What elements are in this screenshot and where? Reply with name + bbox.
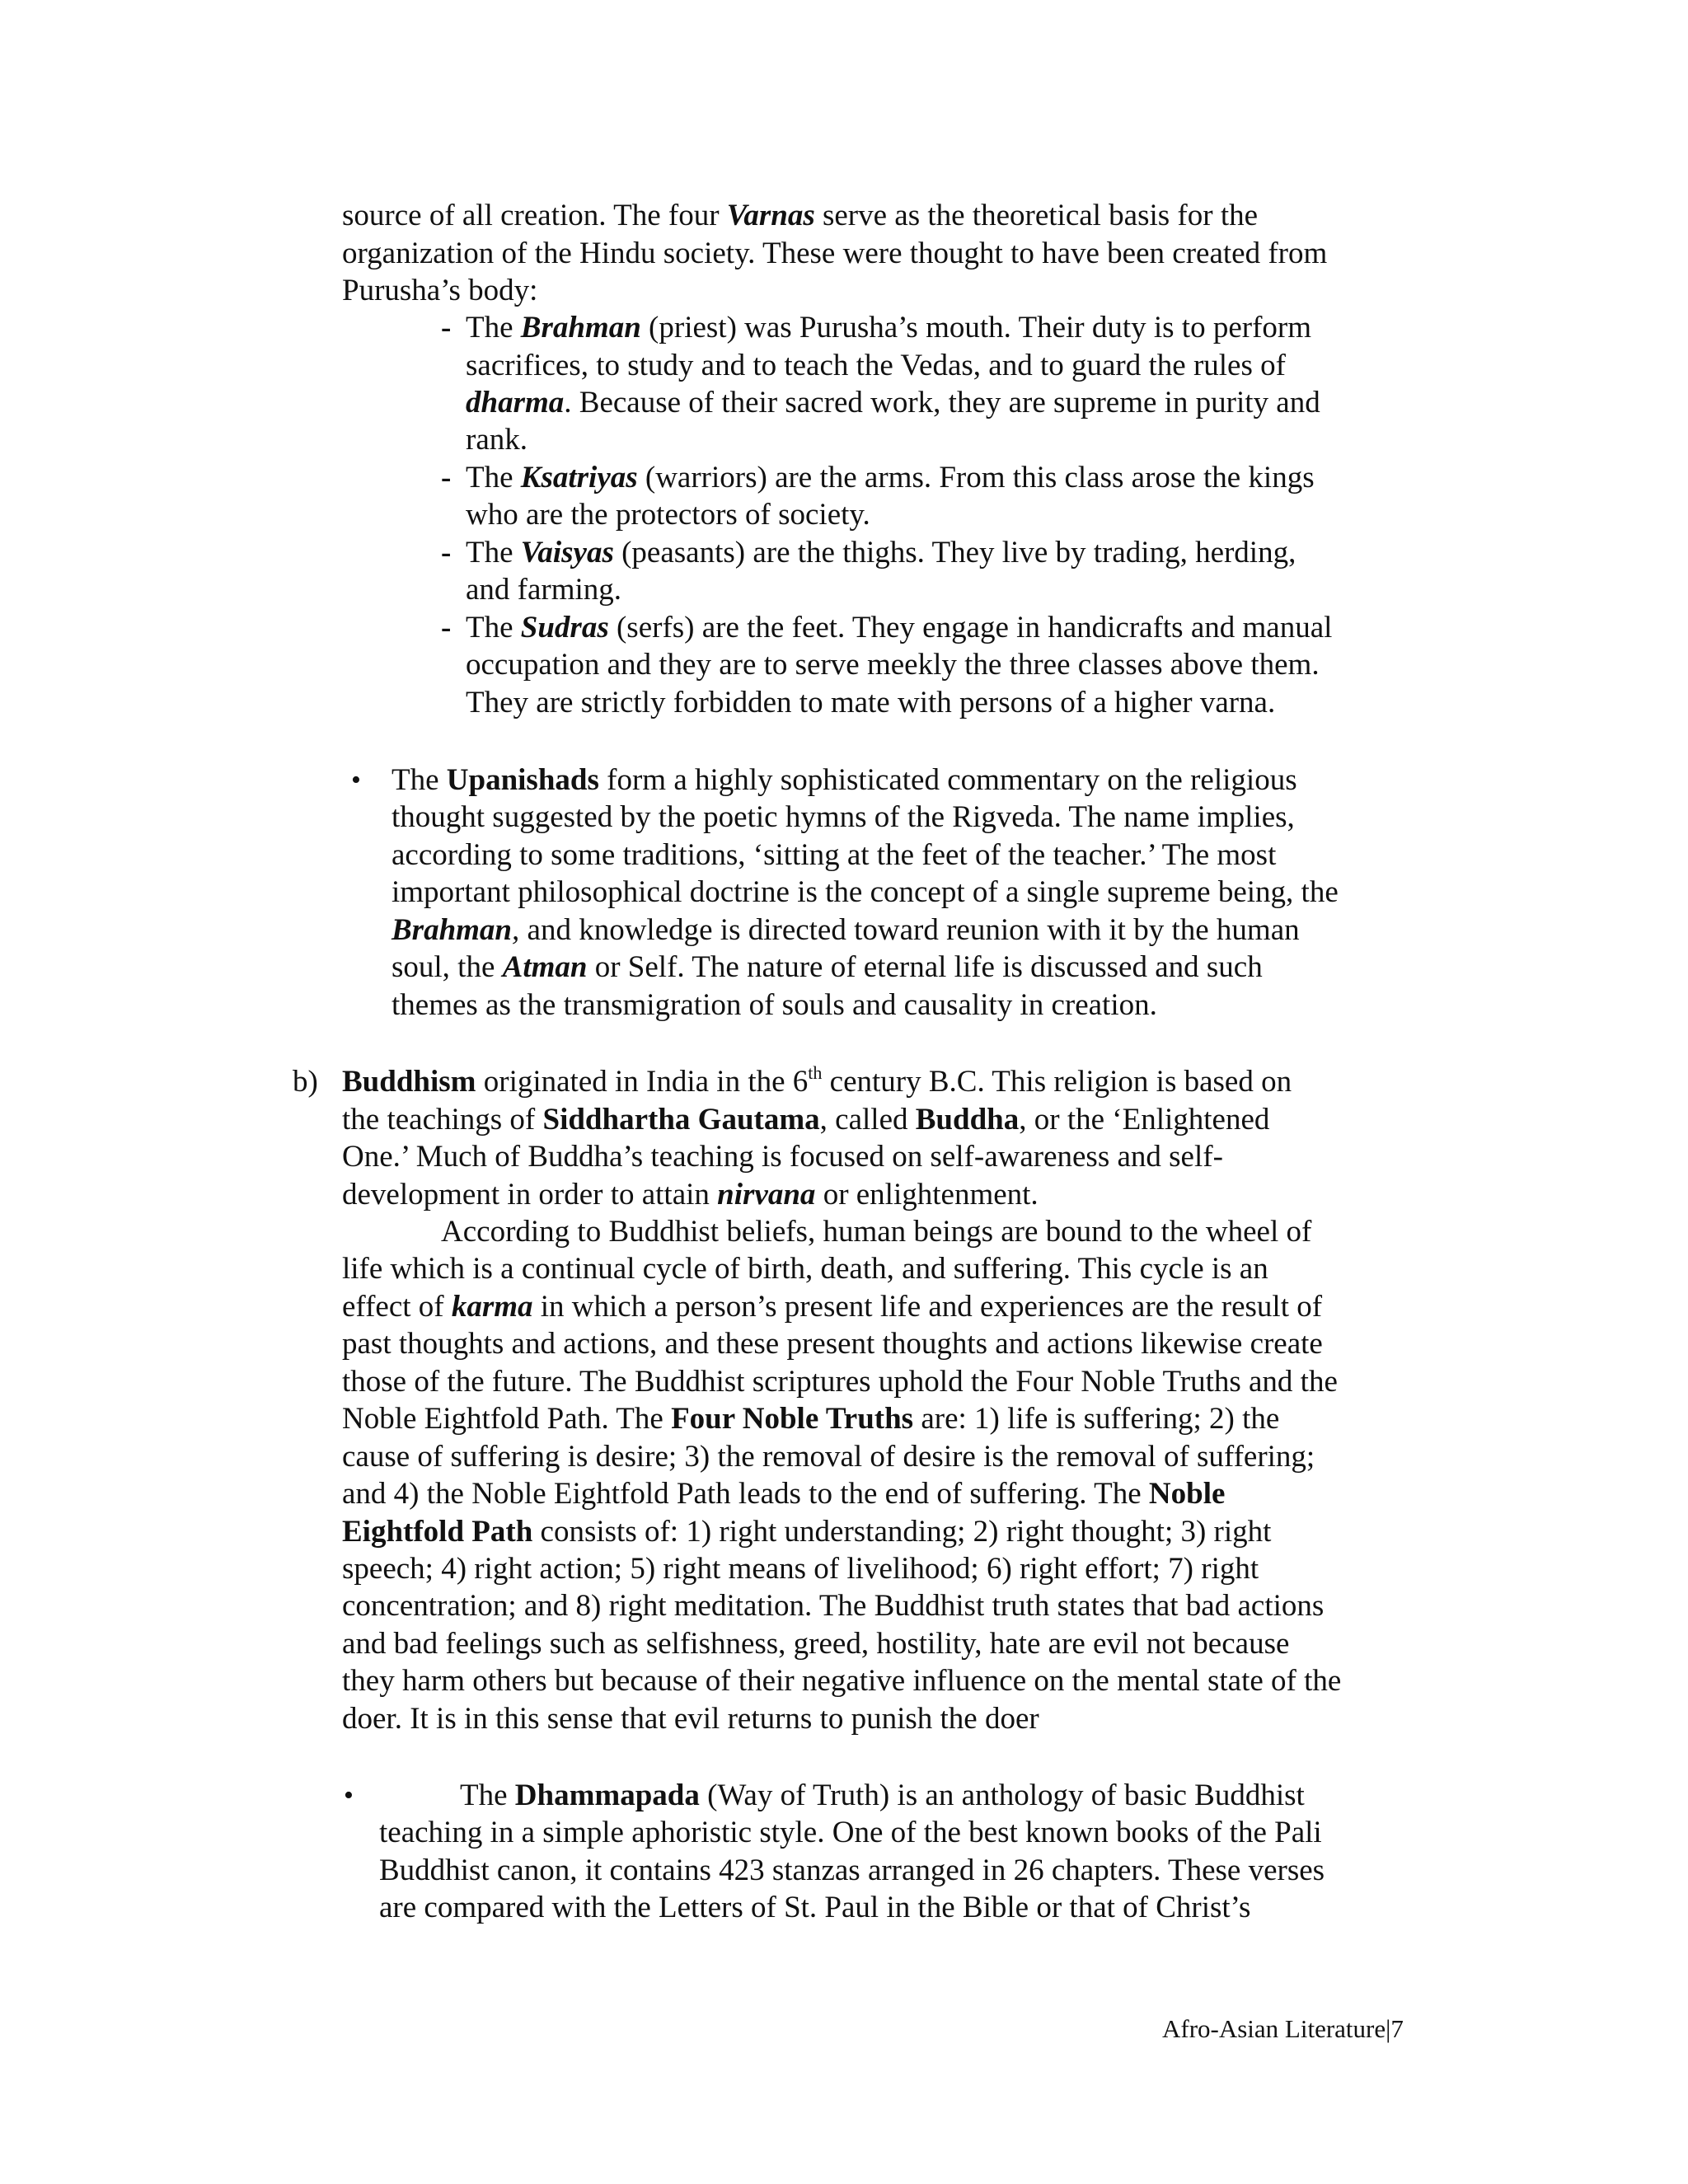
- buddhism-line-3: One.’ Much of Buddha’s teaching is focused on self-awareness and self-: [342, 1140, 1223, 1174]
- term-buddha: Buddha: [915, 1103, 1020, 1137]
- buddhism-p2-line-11: concentration; and 8) right meditation. The Buddhist truth states that bad actions: [342, 1589, 1325, 1623]
- buddhism-p2-line-2: life which is a continual cycle of birth, death, and suffering. This cycle is an: [342, 1252, 1268, 1286]
- ksatriyas-line-2: who are the protectors of society.: [466, 498, 870, 532]
- term-vaisyas: Vaisyas: [520, 536, 614, 569]
- brahman-line-3: dharma. Because of their sacred work, they are supreme in purity and: [466, 386, 1320, 419]
- buddhism-p2-line-8: and 4) the Noble Eightfold Path leads to the end of suffering. The Noble: [342, 1477, 1226, 1511]
- buddhism-p2-line-13: they harm others but because of their negative influence on the mental state of the: [342, 1664, 1342, 1698]
- upanishads-line-4: important philosophical doctrine is the concept of a single supreme being, the: [392, 875, 1339, 909]
- bullet-marker: •: [351, 765, 361, 795]
- dhammapada-line-3: Buddhist canon, it contains 423 stanzas arranged in 26 chapters. These verses: [379, 1854, 1325, 1887]
- intro-line-1: source of all creation. The four Varnas serve as the theoretical basis for the: [342, 199, 1259, 232]
- dash-marker: -: [441, 536, 452, 569]
- term-karma: karma: [451, 1290, 533, 1324]
- upanishads-line-3: according to some traditions, ‘sitting at the feet of the teacher.’ The most: [392, 838, 1277, 872]
- brahman-line-1: The Brahman (priest) was Purusha’s mouth. Their duty is to perform: [466, 311, 1312, 344]
- dash-marker: -: [441, 311, 452, 344]
- upanishads-line-1: The Upanishads form a highly sophisticated commentary on the religious: [392, 763, 1297, 797]
- buddhism-p2-line-4: past thoughts and actions, and these present thoughts and actions likewise create: [342, 1327, 1323, 1361]
- buddhism-p2-line-1: According to Buddhist beliefs, human beings are bound to the wheel of: [441, 1215, 1312, 1249]
- term-noble: Noble: [1148, 1477, 1226, 1511]
- term-buddhism: Buddhism: [342, 1065, 476, 1099]
- buddhism-p2-line-5: those of the future. The Buddhist scriptures uphold the Four Noble Truths and the: [342, 1365, 1338, 1399]
- upanishads-line-5: Brahman, and knowledge is directed toward reunion with it by the human: [392, 913, 1300, 947]
- footer-separator: |: [1386, 2014, 1391, 2043]
- dhammapada-line-1: The Dhammapada (Way of Truth) is an anthology of basic Buddhist: [460, 1779, 1305, 1812]
- upanishads-line-7: themes as the transmigration of souls and causality in creation.: [392, 988, 1157, 1022]
- buddhism-p2-line-7: cause of suffering is desire; 3) the removal of desire is the removal of suffering;: [342, 1440, 1315, 1474]
- sudras-line-1: The Sudras (serfs) are the feet. They engage in handicrafts and manual: [466, 611, 1333, 644]
- term-nirvana: nirvana: [717, 1178, 816, 1212]
- term-dhammapada: Dhammapada: [514, 1779, 700, 1812]
- buddhism-p2-line-6: Noble Eightfold Path. The Four Noble Truths are: 1) life is suffering; 2) the: [342, 1402, 1280, 1436]
- term-brahman: Brahman: [520, 311, 641, 344]
- buddhism-p2-line-9: Eightfold Path consists of: 1) right understanding; 2) right thought; 3) right: [342, 1515, 1272, 1549]
- sudras-line-2: occupation and they are to serve meekly the three classes above them.: [466, 648, 1320, 682]
- intro-line-3: Purusha’s body:: [342, 274, 538, 307]
- page-footer: [1162, 2013, 1404, 2046]
- term-varnas: Varnas: [726, 199, 815, 232]
- vaisyas-line-1: The Vaisyas (peasants) are the thighs. They live by trading, herding,: [466, 536, 1296, 569]
- brahman-line-4: rank.: [466, 423, 528, 457]
- term-four-noble-truths: Four Noble Truths: [671, 1402, 914, 1436]
- page-number: 7: [1390, 2014, 1404, 2043]
- brahman-line-2: sacrifices, to study and to teach the Vedas, and to guard the rules of: [466, 349, 1286, 382]
- buddhism-p2-line-14: doer. It is in this sense that evil returns to punish the doer: [342, 1702, 1039, 1736]
- buddhism-line-1: Buddhism originated in India in the 6th century B.C. This religion is based on: [342, 1062, 1292, 1099]
- term-upanishads: Upanishads: [446, 763, 599, 797]
- dhammapada-line-2: teaching in a simple aphoristic style. One of the best known books of the Pali: [379, 1816, 1322, 1849]
- term-dharma: dharma: [466, 386, 565, 419]
- buddhism-p2-line-12: and bad feelings such as selfishness, greed, hostility, hate are evil not because: [342, 1627, 1290, 1661]
- term-brahman: Brahman: [392, 913, 513, 947]
- term-sudras: Sudras: [520, 611, 609, 644]
- term-ksatriyas: Ksatriyas: [520, 461, 638, 494]
- vaisyas-line-2: and farming.: [466, 573, 622, 607]
- dash-marker: -: [441, 611, 452, 644]
- intro-line-2: organization of the Hindu society. These were thought to have been created from: [342, 237, 1328, 270]
- buddhism-line-2: the teachings of Siddhartha Gautama, called Buddha, or the ‘Enlightened: [342, 1103, 1270, 1137]
- dhammapada-line-4: are compared with the Letters of St. Paul in the Bible or that of Christ’s: [379, 1891, 1251, 1924]
- upanishads-line-6: soul, the Atman or Self. The nature of eternal life is discussed and such: [392, 950, 1263, 984]
- buddhism-p2-line-10: speech; 4) right action; 5) right means of livelihood; 6) right effort; 7) right: [342, 1552, 1259, 1586]
- term-eightfold-path: Eightfold Path: [342, 1515, 533, 1549]
- upanishads-line-2: thought suggested by the poetic hymns of the Rigveda. The name implies,: [392, 800, 1295, 834]
- list-marker-b: b): [293, 1065, 318, 1099]
- ksatriyas-line-1: The Ksatriyas (warriors) are the arms. From this class arose the kings: [466, 461, 1315, 494]
- buddhism-line-4: development in order to attain nirvana or enlightenment.: [342, 1178, 1039, 1212]
- term-atman: Atman: [502, 950, 588, 984]
- buddhism-p2-line-3: effect of karma in which a person’s present life and experiences are the result of: [342, 1290, 1323, 1324]
- dash-marker: -: [441, 461, 452, 494]
- bullet-marker: •: [344, 1780, 354, 1811]
- sudras-line-3: They are strictly forbidden to mate with persons of a higher varna.: [466, 686, 1276, 719]
- footer-title: Afro-Asian Literature: [1162, 2014, 1386, 2043]
- term-siddhartha-gautama: Siddhartha Gautama: [542, 1103, 820, 1137]
